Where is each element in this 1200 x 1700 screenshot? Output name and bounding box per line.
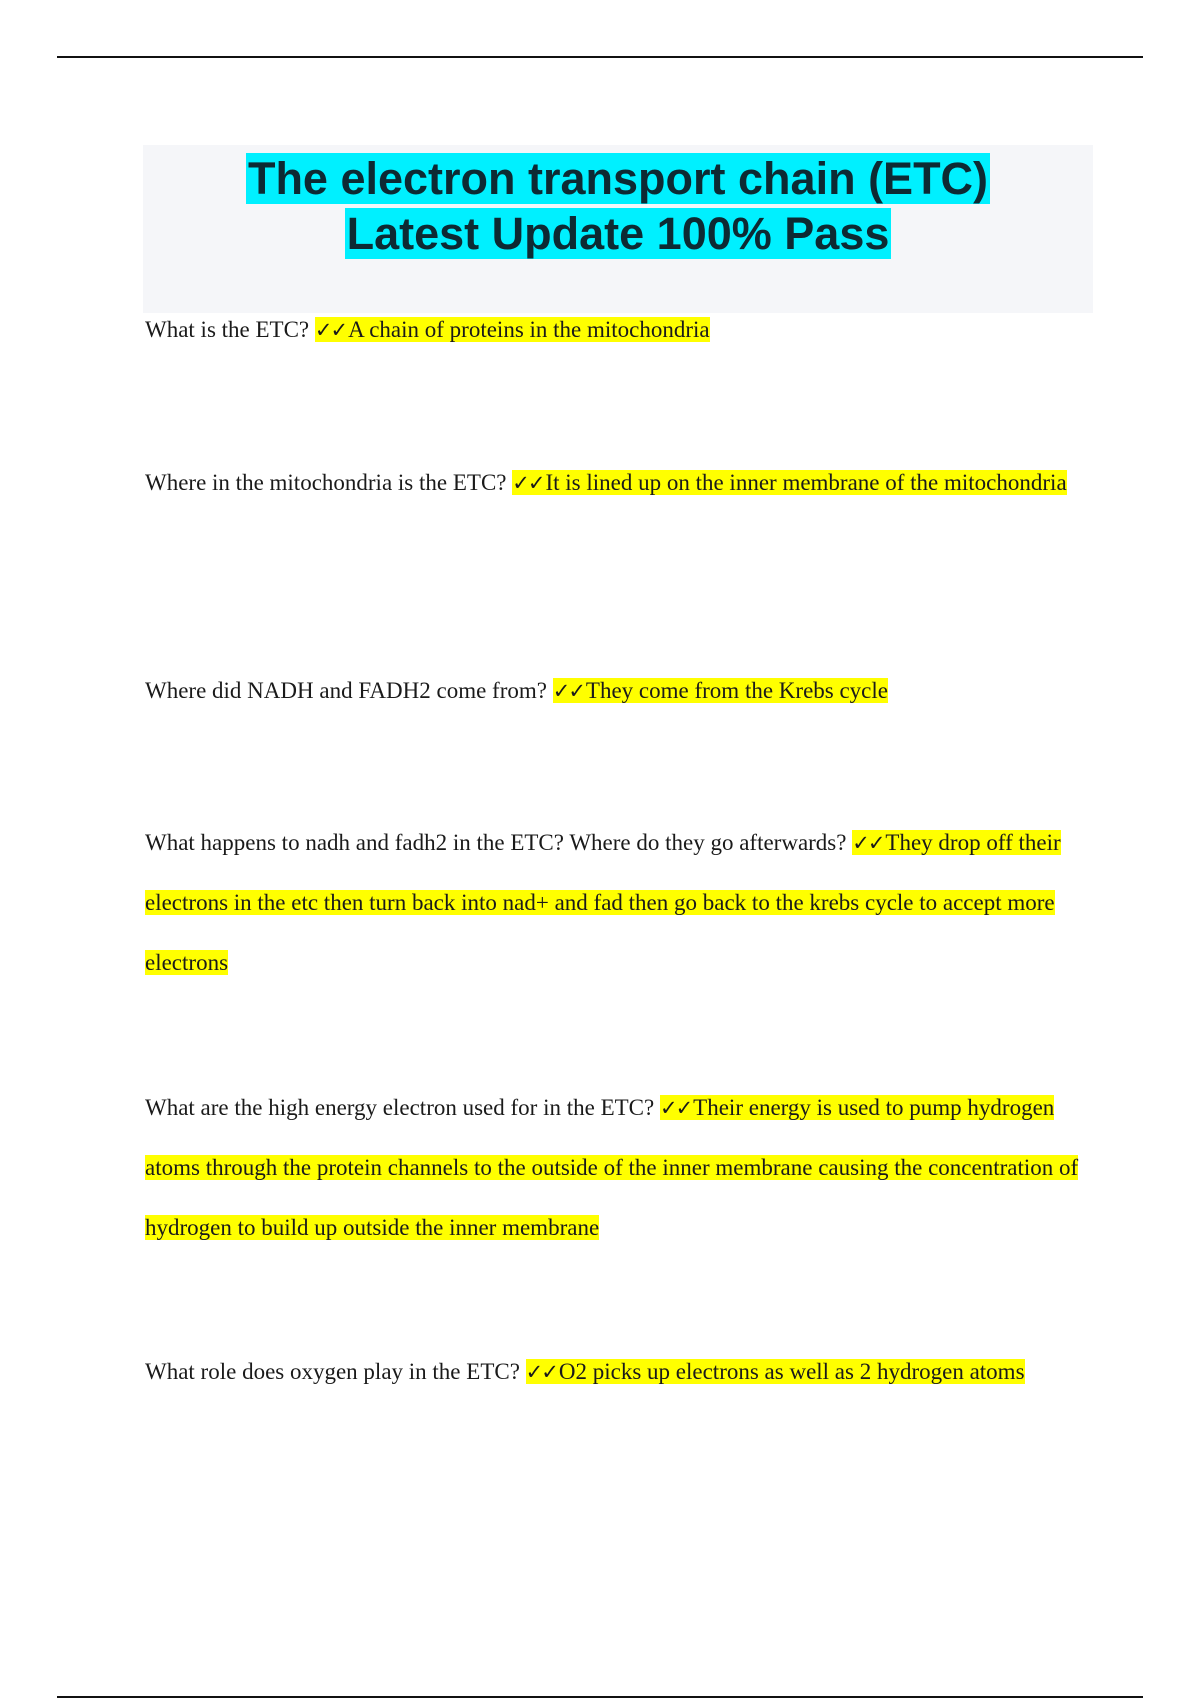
question-text: What role does oxygen play in the ETC?	[145, 1359, 526, 1384]
double-check-icon: ✓✓	[552, 679, 584, 703]
question-text: Where did NADH and FADH2 come from?	[145, 678, 553, 703]
answer-text	[512, 470, 1066, 495]
bottom-rule	[57, 1696, 1143, 1698]
qa-item-5	[145, 1078, 1085, 1258]
qa-item-4	[145, 813, 1085, 993]
answer-body: Their energy is used to pump hydrogen atoms through the protein channels to the outside of the inner membrane causing the concentration of hydrogen to build up outside the inner membrane	[145, 1095, 1079, 1240]
answer-text	[315, 317, 710, 342]
qa-item-2	[145, 453, 1085, 513]
answer-body: A chain of proteins in the mitochondria	[348, 317, 710, 342]
qa-item-1	[145, 300, 1085, 360]
double-check-icon: ✓✓	[852, 831, 884, 855]
double-check-icon: ✓✓	[314, 318, 347, 342]
question-text: What is the ETC?	[145, 317, 315, 342]
answer-text	[526, 1359, 1025, 1384]
double-check-icon: ✓✓	[525, 1360, 557, 1384]
answer-body: It is lined up on the inner membrane of the mitochondria	[545, 470, 1067, 495]
title-line-1: The electron transport chain (ETC)	[247, 153, 989, 204]
qa-item-6	[145, 1342, 1085, 1402]
document-title	[143, 151, 1093, 261]
answer-body: O2 picks up electrons as well as 2 hydrogen atoms	[558, 1359, 1025, 1384]
double-check-icon: ✓✓	[512, 471, 544, 495]
answer-body: They drop off their electrons in the etc then turn back into nad+ and fad then go back to the krebs cycle to accept more electrons	[145, 830, 1061, 975]
qa-item-3	[145, 661, 1085, 721]
answer-text	[553, 678, 888, 703]
title-line-2: Latest Update 100% Pass	[346, 208, 890, 259]
top-rule	[57, 56, 1143, 58]
question-text: Where in the mitochondria is the ETC?	[145, 470, 513, 495]
title-box	[143, 145, 1093, 313]
answer-body: They come from the Krebs cycle	[585, 678, 888, 703]
question-text: What happens to nadh and fadh2 in the ETC? Where do they go afterwards?	[145, 830, 853, 855]
question-text: What are the high energy electron used for in the ETC?	[145, 1095, 660, 1120]
double-check-icon: ✓✓	[659, 1096, 692, 1120]
